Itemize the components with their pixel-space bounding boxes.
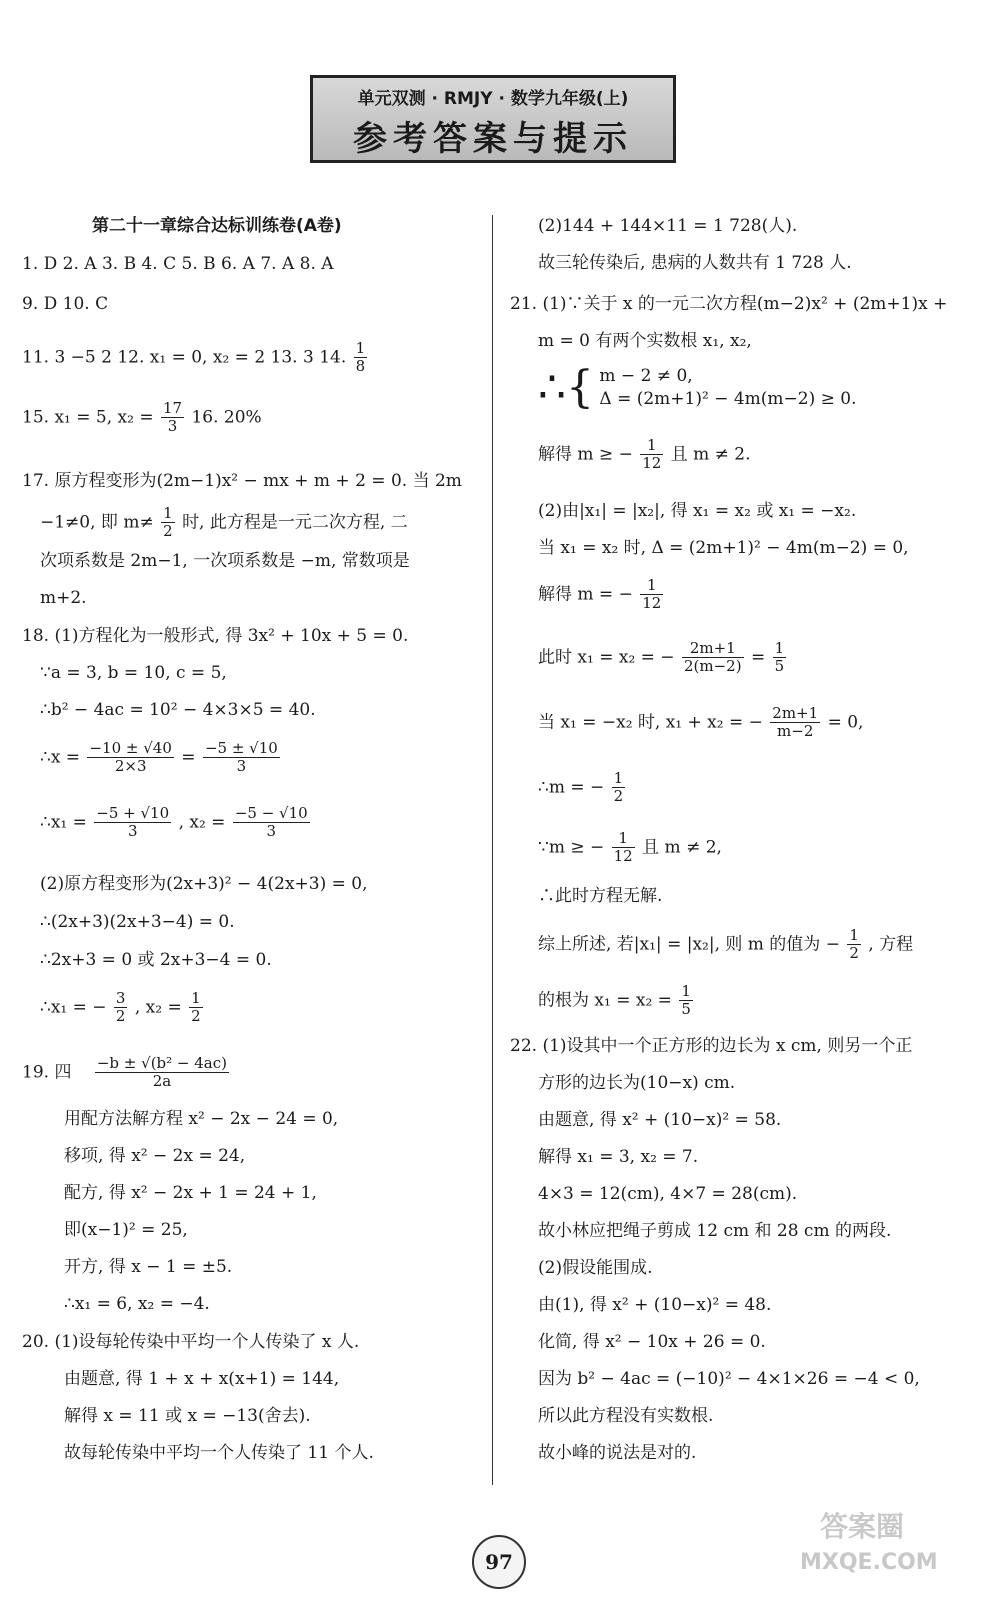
fraction-num: 1 <box>640 577 663 595</box>
answer-text: 且 m ≠ 2, <box>642 837 722 858</box>
watermark-url: MXQE.COM <box>800 1550 938 1575</box>
answer-line-4 <box>22 400 262 436</box>
q22-line-3: 由题意, 得 x² + (10−x)² = 58. <box>538 1110 782 1130</box>
q21-line-9 <box>538 640 788 676</box>
fraction-den: 3 <box>236 757 247 776</box>
fraction-num: −5 + √10 <box>96 804 170 822</box>
fraction <box>114 990 128 1026</box>
fraction-den: 12 <box>642 594 662 613</box>
q21-line-13: ∴此时方程无解. <box>538 886 663 906</box>
fraction-den: 2 <box>163 522 173 541</box>
q17-line-3: 次项系数是 2m−1, 一次项系数是 −m, 常数项是 <box>40 551 410 571</box>
fraction-den: 12 <box>613 847 633 866</box>
watermark-logo: 答案圈 <box>820 1510 905 1543</box>
answer-line-3 <box>22 340 369 376</box>
q22-line-5: 4×3 = 12(cm), 4×7 = 28(cm). <box>538 1184 798 1204</box>
q22-line-7: (2)假设能围成. <box>538 1258 653 1278</box>
brace-icon: ∴{ <box>538 361 594 413</box>
q18-line-9 <box>40 990 205 1026</box>
q21-line-12 <box>538 830 722 866</box>
q18-line-4 <box>40 740 282 776</box>
fraction <box>94 805 171 841</box>
fraction-num: 1 <box>163 504 173 522</box>
system-row-2: Δ = (2m+1)² − 4m(m−2) ≥ 0. <box>599 388 857 409</box>
q19-line-4: 配方, 得 x² − 2x + 1 = 24 + 1, <box>64 1183 317 1203</box>
fraction-num: 17 <box>162 399 183 417</box>
q19-line-7: ∴x₁ = 6, x₂ = −4. <box>64 1294 210 1314</box>
fraction-den: 3 <box>167 417 178 436</box>
fraction-num: −5 ± √10 <box>204 739 278 757</box>
answer-text: 此时 x₁ = x₂ = − <box>538 647 675 668</box>
fraction <box>87 740 173 776</box>
q22-line-6: 故小林应把绳子剪成 12 cm 和 28 cm 的两段. <box>538 1221 892 1241</box>
q21-line-8 <box>538 577 665 613</box>
q21-line-14 <box>538 927 913 963</box>
fraction-den: 3 <box>127 822 138 841</box>
answer-text: 15. x₁ = 5, x₂ = <box>22 407 154 428</box>
answer-text: 19. 四 <box>22 1062 72 1083</box>
fraction <box>612 770 626 806</box>
answer-text: 解得 m ≥ − <box>538 444 633 465</box>
fraction-num: −10 ± √40 <box>89 739 172 757</box>
answer-text: ∵m ≥ − <box>538 837 605 858</box>
answer-text: = 0, <box>827 712 864 733</box>
q22-line-11: 所以此方程没有实数根. <box>538 1406 714 1426</box>
q18-line-3: ∴b² − 4ac = 10² − 4×3×5 = 40. <box>40 700 316 720</box>
fraction <box>640 437 663 473</box>
fraction <box>773 640 787 676</box>
fraction-den: 2×3 <box>114 757 147 776</box>
q18-line-2: ∵a = 3, b = 10, c = 5, <box>40 663 227 683</box>
q17-line-1: 17. 原方程变形为(2m−1)x² − mx + m + 2 = 0. 当 2m <box>22 471 462 491</box>
answer-text: = <box>750 647 766 668</box>
q20-right-line-2: 故三轮传染后, 患病的人数共有 1 728 人. <box>538 253 852 273</box>
header-title: 参考答案与提示 <box>353 119 633 159</box>
answer-text: , x₂ = <box>178 812 226 833</box>
fraction <box>354 340 368 376</box>
fraction-den: 5 <box>681 1000 691 1019</box>
page-number: 97 <box>472 1535 526 1589</box>
answer-text: ∴x₁ = <box>40 812 87 833</box>
fraction-den: 2(m−2) <box>683 657 742 676</box>
fraction <box>847 927 861 963</box>
q18-line-6: (2)原方程变形为(2x+3)² − 4(2x+3) = 0, <box>40 874 368 894</box>
answer-text: 当 x₁ = −x₂ 时, x₁ + x₂ = − <box>538 712 763 733</box>
fraction-den: 12 <box>642 454 662 473</box>
q18-line-7: ∴(2x+3)(2x+3−4) = 0. <box>40 912 235 932</box>
q21-line-2: m = 0 有两个实数根 x₁, x₂, <box>538 331 752 351</box>
fraction-den: m−2 <box>777 722 814 741</box>
answer-text: ∴x = <box>40 747 81 768</box>
q21-line-11 <box>538 770 627 806</box>
fraction <box>640 577 663 613</box>
fraction <box>612 830 635 866</box>
q19-line-5: 即(x−1)² = 25, <box>64 1220 188 1240</box>
q19-line-2: 用配方法解方程 x² − 2x − 24 = 0, <box>64 1109 339 1129</box>
fraction-den: 3 <box>266 822 277 841</box>
fraction-num: 3 <box>115 989 126 1007</box>
q19-line-3: 移项, 得 x² − 2x = 24, <box>64 1146 246 1166</box>
fraction <box>189 990 203 1026</box>
q22-line-10: 因为 b² − 4ac = (−10)² − 4×1×26 = −4 < 0, <box>538 1369 920 1389</box>
answer-line-1: 1. D 2. A 3. B 4. C 5. B 6. A 7. A 8. A <box>22 254 334 274</box>
q18-line-5 <box>40 805 312 841</box>
answer-text: 16. 20% <box>191 407 262 428</box>
q20-line-2: 由题意, 得 1 + x + x(x+1) = 144, <box>64 1369 340 1389</box>
fraction-num: −b ± √(b² − 4ac) <box>96 1054 228 1072</box>
q19-line-1 <box>22 1055 231 1091</box>
q18-line-8: ∴2x+3 = 0 或 2x+3−4 = 0. <box>40 950 272 970</box>
fraction <box>95 1055 229 1091</box>
fraction-num: 1 <box>640 437 663 455</box>
q21-line-1: 21. (1)∵关于 x 的一元二次方程(m−2)x² + (2m+1)x + <box>510 294 948 314</box>
q22-line-1: 22. (1)设其中一个正方形的边长为 x cm, 则另一个正 <box>510 1036 913 1056</box>
q20-right-line-1: (2)144 + 144×11 = 1 728(人). <box>538 216 798 236</box>
column-divider <box>492 215 493 1485</box>
q22-line-4: 解得 x₁ = 3, x₂ = 7. <box>538 1147 699 1167</box>
fraction-num: 1 <box>612 830 635 848</box>
answer-text: 时, 此方程是一元二次方程, 二 <box>182 512 408 533</box>
answer-text: , x₂ = <box>134 997 182 1018</box>
q21-line-5 <box>538 437 751 473</box>
fraction <box>679 983 693 1019</box>
answer-text: , 方程 <box>868 934 914 955</box>
fraction <box>233 805 310 841</box>
q19-line-6: 开方, 得 x − 1 = ±5. <box>64 1257 233 1277</box>
fraction-num: 2m+1 <box>682 640 744 658</box>
q21-line-7: 当 x₁ = x₂ 时, Δ = (2m+1)² − 4m(m−2) = 0, <box>538 538 909 558</box>
answer-text: ∴m = − <box>538 777 605 798</box>
q22-line-8: 由(1), 得 x² + (10−x)² = 48. <box>538 1295 772 1315</box>
q17-line-4: m+2. <box>40 588 87 608</box>
answer-text: −1≠0, 即 m≠ <box>40 512 154 533</box>
header-banner <box>310 75 676 163</box>
fraction-den: 2a <box>152 1072 172 1091</box>
q21-line-15 <box>538 983 695 1019</box>
section-title: 第二十一章综合达标训练卷(A卷) <box>92 216 342 236</box>
system-row-1: m − 2 ≠ 0, <box>599 366 693 386</box>
fraction-num: 1 <box>191 989 201 1007</box>
fraction-den: 2 <box>849 944 859 963</box>
q21-line-6: (2)由|x₁| = |x₂|, 得 x₁ = x₂ 或 x₁ = −x₂. <box>538 501 857 521</box>
fraction <box>161 505 175 541</box>
system-body <box>599 365 856 411</box>
q22-line-12: 故小峰的说法是对的. <box>538 1443 697 1463</box>
answer-text: 的根为 x₁ = x₂ = <box>538 990 672 1011</box>
fraction-den: 2 <box>613 787 624 806</box>
fraction-den: 2 <box>191 1007 201 1026</box>
fraction-num: 1 <box>849 926 859 944</box>
fraction-den: 2 <box>115 1007 126 1026</box>
fraction-num: 1 <box>774 639 785 657</box>
answer-text: = <box>181 747 196 768</box>
q20-line-4: 故每轮传染中平均一个人传染了 11 个人. <box>64 1443 374 1463</box>
fraction-num: 1 <box>613 769 624 787</box>
q21-line-10 <box>538 705 863 741</box>
q22-line-2: 方形的边长为(10−x) cm. <box>538 1073 736 1093</box>
fraction-den: 8 <box>355 357 366 376</box>
q17-line-2 <box>40 505 408 541</box>
fraction-num: −5 − √10 <box>234 804 308 822</box>
answer-line-2: 9. D 10. C <box>22 294 109 314</box>
answer-text: 且 m ≠ 2. <box>670 444 751 465</box>
fraction-num: 1 <box>355 339 366 357</box>
fraction <box>770 705 820 741</box>
fraction <box>203 740 280 776</box>
answer-text: 11. 3 −5 2 12. x₁ = 0, x₂ = 2 13. 3 14. <box>22 347 347 368</box>
fraction <box>161 400 184 436</box>
fraction-den: 5 <box>774 657 785 676</box>
q21-system <box>538 361 857 413</box>
q20-line-1: 20. (1)设每轮传染中平均一个人传染了 x 人. <box>22 1332 360 1352</box>
q20-line-3: 解得 x = 11 或 x = −13(舍去). <box>64 1406 311 1426</box>
fraction <box>682 640 744 676</box>
answer-text: ∴x₁ = − <box>40 997 107 1018</box>
q18-line-1: 18. (1)方程化为一般形式, 得 3x² + 10x + 5 = 0. <box>22 626 409 646</box>
answer-text: 综上所述, 若|x₁| = |x₂|, 则 m 的值为 − <box>538 934 840 955</box>
q22-line-9: 化简, 得 x² − 10x + 26 = 0. <box>538 1332 766 1352</box>
fraction-num: 2m+1 <box>772 704 819 722</box>
answer-text: 解得 m = − <box>538 584 633 605</box>
fraction-num: 1 <box>681 982 691 1000</box>
header-subtitle: 单元双测 · RMJY · 数学九年级(上) <box>357 89 629 109</box>
